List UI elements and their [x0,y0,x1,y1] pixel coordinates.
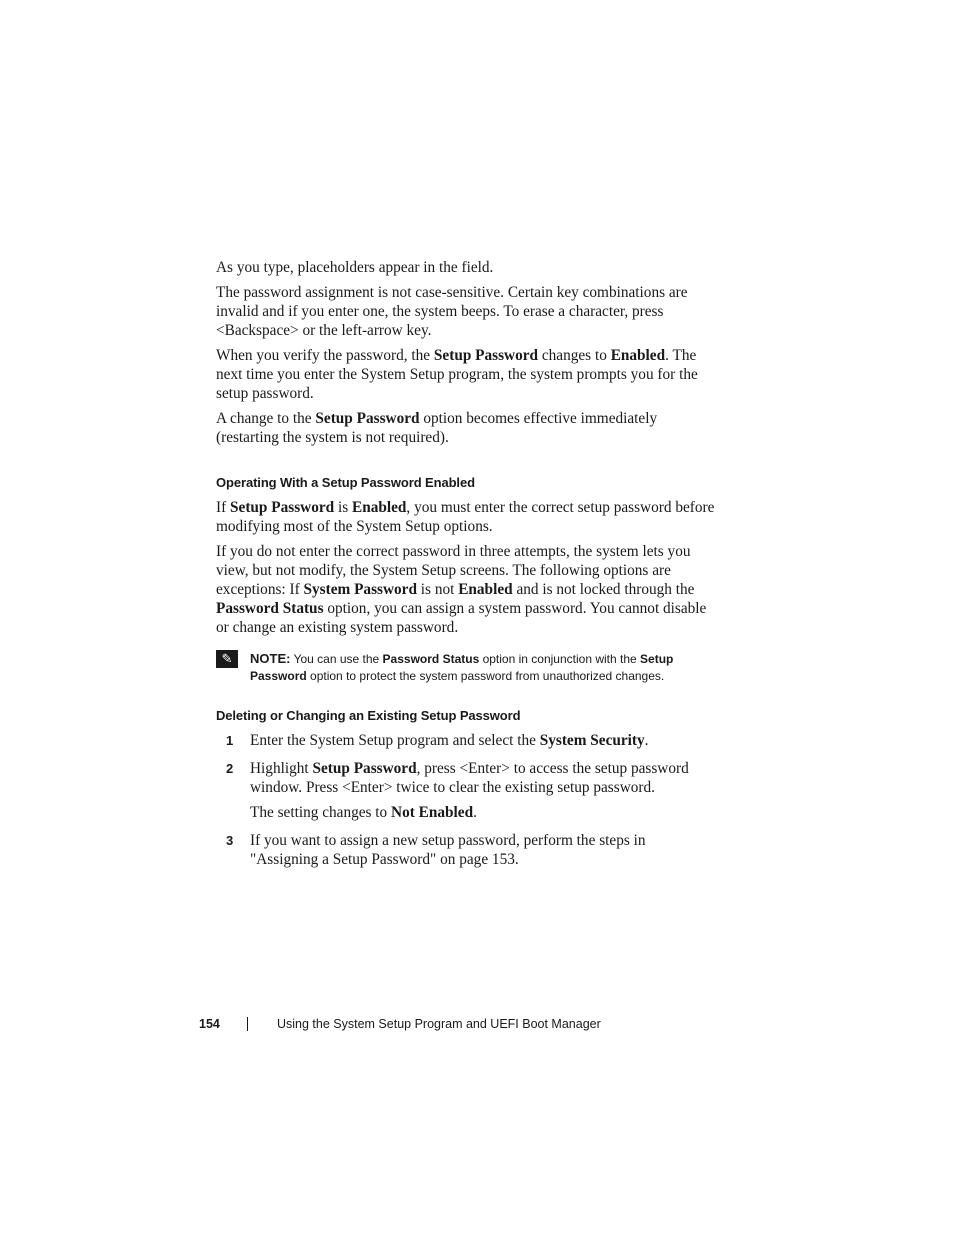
step-text: Highlight Setup Password, press <Enter> to access the setup password window. Press <Enter> twice to clear the existing setup password. The setting changes to Not Enabled. [250,759,716,822]
step-number: 2 [226,761,234,776]
note-box [216,650,716,685]
list-item [216,759,716,822]
list-item [216,831,716,869]
step-number: 1 [226,733,234,748]
pencil-note-icon: ✎ [216,650,238,668]
paragraph-placeholders: As you type, placeholders appear in the field. [216,259,494,276]
steps-list [216,731,716,869]
heading-operating-with-setup-password: Operating With a Setup Password Enabled [216,475,475,490]
step-text: Enter the System Setup program and select the System Security. [250,732,649,749]
page-footer [199,1016,601,1032]
paragraph-three-attempts: If you do not enter the correct password in three attempts, the system lets you view, but not modify, the System Setup screens. The following options are exceptions: If System Password is not Enabled and is not locked through the Password Status option, you can assign a system password. You cannot disable or change an existing system password. [216,543,707,636]
step-number: 3 [226,833,234,848]
paragraph-effective-immediately: A change to the Setup Password option becomes effective immediately (restarting the system is not required). [216,410,658,446]
step-text: If you want to assign a new setup password, perform the steps in "Assigning a Setup Password" on page 153. [250,832,646,868]
page-number: 154 [199,1017,220,1031]
heading-deleting-changing-setup-password: Deleting or Changing an Existing Setup Password [216,708,521,723]
paragraph-case-sensitivity: The password assignment is not case-sensitive. Certain key combinations are invalid and if you enter one, the system beeps. To erase a character, press <Backspace> or the left-arrow key. [216,284,688,339]
step-result: The setting changes to Not Enabled. [250,804,477,821]
page-content [216,258,716,878]
paragraph-setup-password-enabled: If Setup Password is Enabled, you must enter the correct setup password before modifying most of the System Setup options. [216,499,715,535]
note-text: NOTE: You can use the Password Status option in conjunction with the Setup Password option to protect the system password from unauthorized changes. [250,651,674,683]
footer-separator [247,1017,248,1031]
paragraph-verify-password: When you verify the password, the Setup Password changes to Enabled. The next time you enter the System Setup program, the system prompts you for the setup password. [216,347,698,402]
list-item [216,731,716,750]
footer-title: Using the System Setup Program and UEFI Boot Manager [277,1017,601,1031]
